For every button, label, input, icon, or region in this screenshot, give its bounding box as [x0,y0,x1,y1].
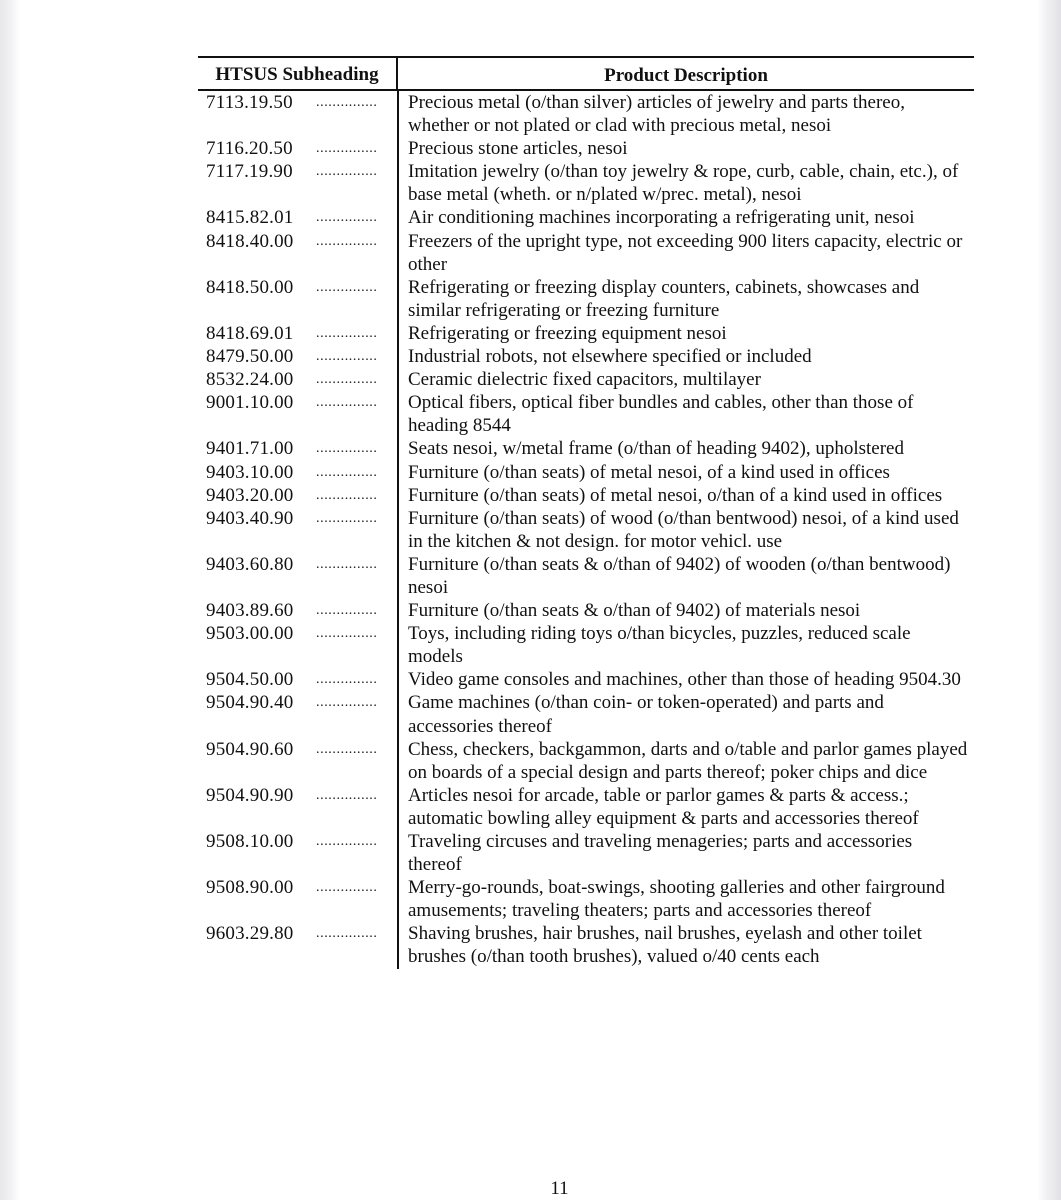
htsus-code: 9503.00.00 [206,623,294,645]
subheading-cell [198,230,398,276]
htsus-code: 9001.10.00 [206,392,294,414]
table-row [198,91,974,137]
subheading-cell [198,368,398,391]
table-row [198,738,974,784]
subheading-cell [198,599,398,622]
htsus-code: 8418.69.01 [206,322,294,344]
dot-leader: ............... [316,164,378,180]
table-row [198,668,974,691]
htsus-code: 9403.60.80 [206,553,294,575]
subheading-cell [198,206,398,229]
product-description: Shaving brushes, hair brushes, nail brushes, eyelash and other toilet brushes (o/than tooth brushes), valued o/40 cents each [408,923,922,968]
product-description: Articles nesoi for arcade, table or parlor games & parts & access.; automatic bowling alley equipment & parts and accessories thereof [408,784,919,829]
htsus-code: 9403.40.90 [206,507,294,529]
subheading-cell [198,738,398,784]
subheading-cell [198,91,398,137]
table-row [198,461,974,484]
subheading-cell [198,322,398,345]
dot-leader: ............... [316,787,378,803]
table-row [198,784,974,830]
htsus-code: 8479.50.00 [206,346,294,368]
table-row [198,507,974,553]
product-description: Furniture (o/than seats & o/than of 9402) of materials nesoi [408,600,861,622]
dot-leader: ............... [316,487,378,503]
dot-leader: ............... [316,210,378,226]
table-row [198,830,974,876]
htsus-code: 9504.90.90 [206,784,294,806]
dot-leader: ............... [316,141,378,157]
htsus-code: 9403.89.60 [206,600,294,622]
product-description: Imitation jewelry (o/than toy jewelry & rope, curb, cable, chain, etc.), of base metal (wheth. or n/plated w/prec. metal), nesoi [408,161,959,206]
dot-leader: ............... [316,441,378,457]
subheading-cell [198,691,398,737]
table-row [198,691,974,737]
subheading-cell [198,553,398,599]
dot-leader: ............... [316,349,378,365]
htsus-code: 9508.10.00 [206,831,294,852]
table-row [198,160,974,206]
htsus-code: 9403.10.00 [206,461,294,483]
product-description: Ceramic dielectric fixed capacitors, multilayer [408,369,761,391]
table-row [198,368,974,391]
htsus-code: 8418.50.00 [206,276,294,298]
htsus-table [198,56,974,969]
subheading-cell [198,507,398,553]
dot-leader: ............... [316,279,378,295]
product-description: Refrigerating or freezing equipment nesoi [408,322,727,344]
product-description: Toys, including riding toys o/than bicycles, puzzles, reduced scale models [408,623,911,668]
table-row [198,876,974,922]
dot-leader: ............... [316,395,378,411]
subheading-cell [198,484,398,507]
product-description: Furniture (o/than seats) of wood (o/than bentwood) nesoi, of a kind used in the kitchen & not design. for motor vehicl. use [408,507,959,552]
dot-leader: ............... [316,926,378,942]
htsus-code: 9504.50.00 [206,669,294,691]
table-row [198,599,974,622]
htsus-code: 9603.29.80 [206,923,294,945]
dot-leader: ............... [316,325,378,341]
subheading-cell [198,668,398,691]
subheading-cell [198,276,398,322]
header-htsus-subheading: HTSUS Subheading [198,58,398,89]
subheading-cell [198,160,398,206]
dot-leader: ............... [316,95,378,110]
htsus-code: 9403.20.00 [206,484,294,506]
dot-leader: ............... [316,556,378,572]
dot-leader: ............... [316,464,378,480]
product-description: Merry-go-rounds, boat-swings, shooting galleries and other fairground amusements; traveling theaters; parts and accessories thereof [408,877,945,922]
product-description: Precious metal (o/than silver) articles of jewelry and parts thereo, whether or not plated or clad with precious metal, nesoi [408,92,905,137]
dot-leader: ............... [316,672,378,688]
table-row [198,437,974,460]
table-body [198,91,974,969]
table-row [198,137,974,160]
htsus-code: 8532.24.00 [206,369,294,391]
product-description: Furniture (o/than seats) of metal nesoi, of a kind used in offices [408,461,890,483]
table-row [198,484,974,507]
table-row [198,922,974,968]
htsus-code: 9508.90.00 [206,877,294,899]
page-number: 11 [550,1178,569,1199]
table-row [198,206,974,229]
page-edge-right [1037,0,1061,1200]
subheading-cell [198,784,398,830]
dot-leader: ............... [316,372,378,388]
subheading-cell [198,922,398,968]
dot-leader: ............... [316,626,378,642]
page-edge-left [0,0,20,1200]
dot-leader: ............... [316,233,378,249]
subheading-cell [198,391,398,437]
table-row [198,622,974,668]
product-description: Seats nesoi, w/metal frame (o/than of heading 9402), upholstered [408,438,904,460]
product-description: Refrigerating or freezing display counters, cabinets, showcases and similar refrigerating or freezing furniture [408,276,920,321]
table-row [198,345,974,368]
product-description: Traveling circuses and traveling menageries; parts and accessories thereof [408,831,913,876]
dot-leader: ............... [316,695,378,711]
table-header-row [198,58,974,91]
subheading-cell [198,876,398,922]
dot-leader: ............... [316,880,378,896]
product-description: Air conditioning machines incorporating a refrigerating unit, nesoi [408,207,915,229]
table-row [198,276,974,322]
subheading-cell [198,137,398,160]
header-product-description: Product Description [604,65,768,86]
product-description: Furniture (o/than seats & o/than of 9402) of wooden (o/than bentwood) nesoi [408,553,951,598]
table-row [198,553,974,599]
subheading-cell [198,345,398,368]
product-description: Video game consoles and machines, other than those of heading 9504.30 [408,669,961,691]
table-row [198,391,974,437]
subheading-cell [198,622,398,668]
htsus-code: 8415.82.01 [206,207,294,229]
dot-leader: ............... [316,834,378,849]
product-description: Optical fibers, optical fiber bundles and cables, other than those of heading 8544 [408,392,914,437]
product-description: Industrial robots, not elsewhere specified or included [408,346,812,368]
htsus-code: 9401.71.00 [206,438,294,460]
dot-leader: ............... [316,510,378,526]
htsus-code: 9504.90.40 [206,692,294,714]
product-description: Precious stone articles, nesoi [408,138,628,160]
subheading-cell [198,461,398,484]
dot-leader: ............... [316,603,378,619]
product-description: Chess, checkers, backgammon, darts and o/table and parlor games played on boards of a special design and parts thereof; poker chips and dice [408,738,968,783]
subheading-cell [198,830,398,876]
product-description: Furniture (o/than seats) of metal nesoi, o/than of a kind used in offices [408,484,943,506]
htsus-code: 7113.19.50 [206,92,293,113]
htsus-code: 7116.20.50 [206,138,293,160]
dot-leader: ............... [316,741,378,757]
subheading-cell [198,437,398,460]
htsus-code: 7117.19.90 [206,161,293,183]
product-description: Freezers of the upright type, not exceeding 900 liters capacity, electric or other [408,230,963,275]
table-row [198,322,974,345]
table-row [198,230,974,276]
htsus-code: 9504.90.60 [206,738,294,760]
product-description: Game machines (o/than coin- or token-operated) and parts and accessories thereof [408,692,884,737]
htsus-code: 8418.40.00 [206,230,294,252]
